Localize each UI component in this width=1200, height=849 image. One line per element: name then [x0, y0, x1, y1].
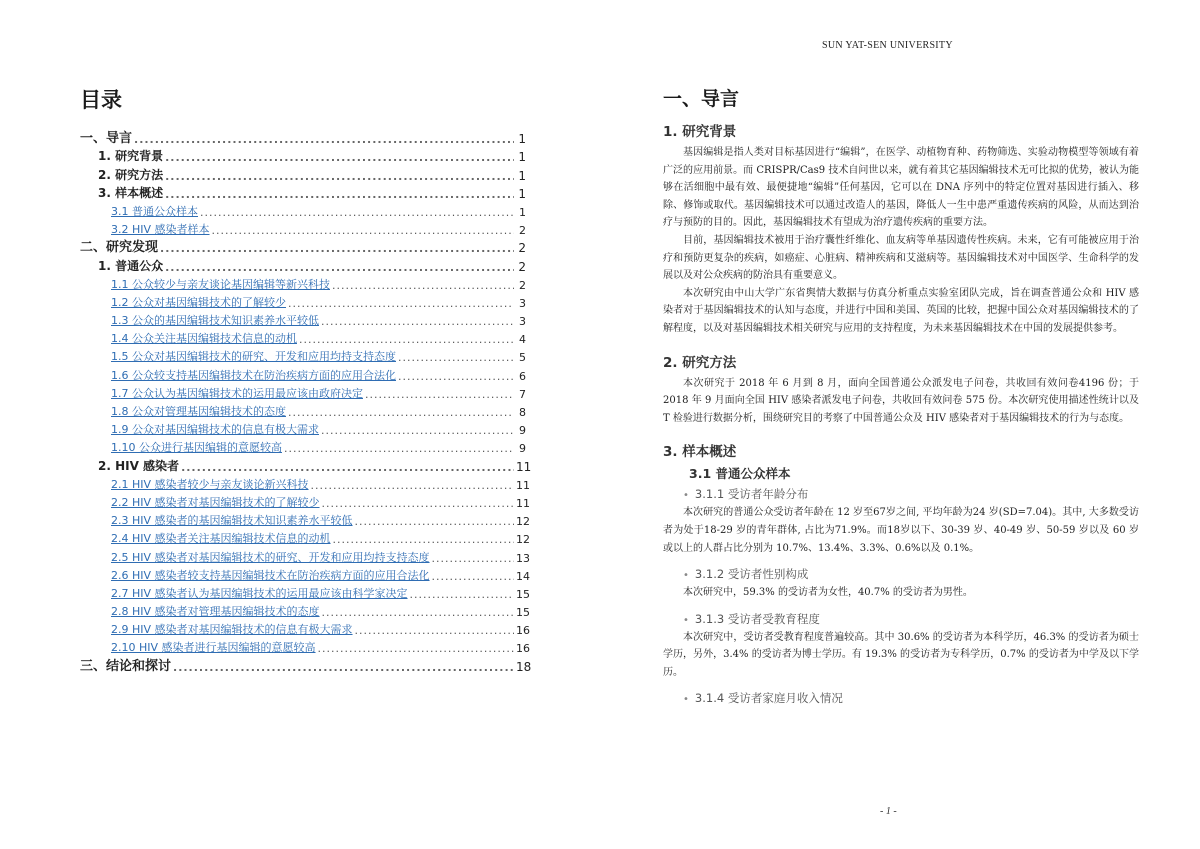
section-title-background: 1. 研究背景 — [663, 124, 737, 140]
paragraph: 本次研究的普通公众受访者年龄在 12 岁至67岁之间, 平均年龄为24 岁(SD=7.04)。其中, 大多数受访者为处于18-29 岁的青年群体, 占比为71.9%。而18岁以下、30-39 岁、40-49 岁、50-59 岁以及 60 岁或以上的人群占比分别为 10.7%、13.4%、3.3%、0.6%以及 0.1%。 — [663, 507, 1139, 554]
toc-link-label[interactable]: 2.6 HIV 感染者较支持基因编辑技术在防治疾病方面的应用合法化 — [111, 568, 430, 582]
toc-link-3-1[interactable] — [80, 201, 526, 219]
toc-entry-page: 3 — [519, 315, 526, 329]
toc-link-1-9[interactable] — [80, 419, 526, 437]
toc-link-1-5[interactable] — [80, 346, 526, 364]
page-number: - 1 - — [880, 806, 897, 817]
toc-entry-page: 7 — [519, 387, 526, 401]
toc-link-label[interactable]: 2.5 HIV 感染者对基因编辑技术的研究、开发和应用均持支持态度 — [111, 550, 430, 564]
toc-entry-2[interactable] — [80, 237, 526, 255]
subsubsection-title: • 3.1.2 受访者性别构成 — [683, 567, 809, 582]
toc-entry-label: 二、研究发现 — [80, 240, 159, 256]
toc-entry-page: 2 — [518, 241, 526, 256]
toc-entry-page: 1 — [518, 186, 526, 201]
toc-link-2-4[interactable] — [80, 528, 530, 547]
toc-entry-label: 1. 普通公众 — [98, 258, 164, 273]
toc-link-label[interactable]: 1.8 公众对管理基因编辑技术的态度 — [111, 405, 286, 418]
toc-entry-page: 15 — [516, 587, 530, 601]
toc-link-2-9[interactable] — [80, 619, 530, 638]
toc-link-1-4[interactable] — [80, 328, 526, 346]
toc-entry-label: 三、结论和探讨 — [80, 658, 172, 674]
toc-entry-2-1[interactable] — [80, 255, 526, 273]
toc-entry-label: 1. 研究背景 — [98, 149, 164, 164]
toc-entry-label: 2. 研究方法 — [98, 167, 164, 182]
toc-link-2-10[interactable] — [80, 637, 530, 656]
toc-entry-page: 2 — [518, 259, 526, 274]
toc-title: 目录 — [80, 88, 122, 112]
toc-link-1-2[interactable] — [80, 292, 526, 310]
toc-link-label[interactable]: 1.9 公众对基因编辑技术的信息有极大需求 — [111, 423, 319, 437]
toc-entry-page: 16 — [516, 642, 530, 656]
toc-entry-1[interactable] — [80, 128, 526, 146]
toc-entry-page: 2 — [519, 224, 526, 238]
toc-entry-page: 4 — [519, 333, 526, 347]
toc-link-2-7[interactable] — [80, 583, 530, 601]
toc-link-1-1[interactable] — [80, 274, 526, 292]
section-title-sample: 3. 样本概述 — [663, 444, 737, 461]
toc-link-label[interactable]: 1.6 公众较支持基因编辑技术在防治疾病方面的应用合法化 — [111, 368, 396, 382]
toc-entry-page: 14 — [516, 569, 530, 583]
university-header: SUN YAT-SEN UNIVERSITY — [822, 40, 953, 51]
toc-entry-page: 16 — [516, 624, 530, 638]
toc-link-1-7[interactable] — [80, 383, 526, 401]
document-body — [663, 84, 1139, 708]
toc-entry-page: 3 — [519, 296, 526, 310]
toc-link-1-3[interactable] — [80, 310, 526, 328]
toc-link-1-6[interactable] — [80, 364, 526, 382]
bullet-icon: • — [683, 614, 689, 626]
subsubsection-title: • 3.1.3 受访者受教育程度 — [683, 611, 820, 626]
toc-entry-3[interactable] — [80, 655, 532, 674]
toc-link-label[interactable]: 1.1 公众较少与亲友谈论基因编辑等新兴科技 — [111, 277, 330, 291]
toc-entry-label: 一、导言 — [80, 131, 133, 147]
toc-link-label[interactable]: 2.1 HIV 感染者较少与亲友谈论新兴科技 — [111, 477, 309, 491]
toc-link-label[interactable]: 3.2 HIV 感染者样本 — [111, 223, 210, 237]
toc-entry-page: 15 — [516, 606, 530, 620]
toc-link-label[interactable]: 2.2 HIV 感染者对基因编辑技术的了解较少 — [111, 495, 320, 509]
toc-entry-page: 9 — [519, 442, 526, 456]
toc-link-label[interactable]: 2.8 HIV 感染者对管理基因编辑技术的态度 — [111, 605, 320, 619]
toc-entry-page: 13 — [516, 551, 530, 565]
toc-link-1-10[interactable] — [80, 437, 526, 455]
toc-link-2-3[interactable] — [80, 510, 530, 529]
chapter-title: 一、导言 — [663, 88, 740, 110]
paragraph: 本次研究中，受访者受教育程度普遍较高。其中 30.6% 的受访者为本科学历，46.3% 的受访者为硕士学历，另外，3.4% 的受访者为博士学历。有 19.3% 的受访者为专科学历，0.7% 的受访者为中学及以下学历。 — [663, 631, 1139, 678]
toc-entry-1-1[interactable] — [80, 146, 526, 164]
toc-entry-page: 11 — [516, 496, 530, 510]
toc-entry-label: 3. 样本概述 — [98, 185, 164, 200]
subsubsection-title: • 3.1.4 受访者家庭月收入情况 — [683, 691, 843, 706]
toc-link-2-2[interactable] — [80, 492, 530, 510]
toc-entry-page: 1 — [518, 132, 526, 147]
paragraph: 基因编辑是指人类对目标基因进行“编辑”，在医学、动植物育种、药物筛选、实验动物模型等领域有着广泛的应用前景。而 CRISPR/Cas9 技术自问世以来，就有着其它基因编辑技术无可比拟的优势，被认为能够在活细胞中最有效、最便捷地“编辑”任何基因，它可以在 DNA 序列中的特定位置对基因进行插入、移除、修饰或取代。基因编辑技术可以通过改造人的基因，降低人一生中患严重遗传疾病的风险，从而达到治疗与预防的目的。因此，基因编辑技术有望成为治疗遗传疾病的重要方法。 — [663, 147, 1139, 229]
toc-entry-page: 9 — [519, 424, 526, 438]
toc-entry-page: 1 — [519, 205, 526, 219]
toc-entry-page: 1 — [518, 168, 526, 183]
toc-entry-label: 2. HIV 感染者 — [98, 458, 180, 473]
bullet-icon: • — [683, 490, 689, 502]
toc-entry-page: 11 — [516, 478, 530, 492]
toc-link-label[interactable]: 2.7 HIV 感染者认为基因编辑技术的运用最应该由科学家决定 — [111, 586, 408, 600]
toc-entry-page: 12 — [516, 515, 530, 529]
paragraph: 本次研究于 2018 年 6 月到 8 月，面向全国普通公众派发电子问卷，共收回有效问卷4196 份；于 2018 年 9 月面向全国 HIV 感染者派发电子问卷，共收回有效问卷 575 份。本次研究使用描述性统计以及 T 检验进行数据分析，围绕研究目的考察了中国普通公众及 HIV 感染者对于基因编辑技术的行为与态度。 — [663, 377, 1139, 424]
toc-link-label[interactable]: 1.10 公众进行基因编辑的意愿较高 — [111, 441, 282, 455]
toc-link-label[interactable]: 2.4 HIV 感染者关注基因编辑技术信息的动机 — [111, 532, 331, 546]
toc-link-2-5[interactable] — [80, 546, 530, 565]
toc-entry-1-3[interactable] — [80, 183, 526, 201]
bullet-icon: • — [683, 694, 689, 706]
toc-link-label[interactable]: 3.1 普通公众样本 — [111, 204, 198, 218]
toc-link-label[interactable]: 2.3 HIV 感染者的基因编辑技术知识素养水平较低 — [111, 514, 353, 528]
toc-entry-page: 6 — [519, 369, 526, 383]
toc-link-2-6[interactable] — [80, 565, 530, 583]
toc-entry-1-2[interactable] — [80, 164, 526, 182]
toc-entry-page: 5 — [519, 351, 526, 365]
toc-link-1-8[interactable] — [80, 401, 526, 419]
toc-entry-2-2[interactable] — [80, 455, 532, 474]
paragraph: 本次研究由中山大学广东省舆情大数据与仿真分析重点实验室团队完成，旨在调查普通公众和 HIV 感染者对于基因编辑技术的认知与态度，并进行中国和美国、英国的比较，把握中国公众对基因编辑技术的了解程度，以及对基因编辑技术相关研究与应用的支持程度，为未来基因编辑技术在中国的发展提供参考。 — [663, 287, 1139, 334]
paragraph: 本次研究中，59.3% 的受访者为女性，40.7% 的受访者为男性。 — [683, 587, 973, 599]
toc-entry-page: 1 — [518, 150, 526, 165]
section-title-method: 2. 研究方法 — [663, 354, 737, 371]
toc-entry-page: 12 — [516, 533, 530, 547]
bullet-icon: • — [683, 570, 689, 582]
toc-link-3-2[interactable] — [80, 219, 526, 237]
toc-entry-page: 2 — [519, 278, 526, 292]
toc-link-label[interactable]: 1.3 公众的基因编辑技术知识素养水平较低 — [111, 314, 319, 328]
subsubsection-title: • 3.1.1 受访者年龄分布 — [683, 487, 809, 502]
toc-link-label[interactable]: 1.7 公众认为基因编辑技术的运用最应该由政府决定 — [111, 386, 363, 400]
toc-link-label[interactable]: 1.2 公众对基因编辑技术的了解较少 — [111, 295, 286, 309]
paragraph: 目前，基因编辑技术被用于治疗囊性纤维化、血友病等单基因遗传性疾病。未来，它有可能被应用于治疗和预防更复杂的疾病，如癌症、心脏病、精神疾病和艾滋病等。基因编辑技术对中国医学、生命科学的发展以及对公众疾病的防治具有重要意义。 — [663, 234, 1139, 282]
toc-link-2-1[interactable] — [80, 474, 530, 492]
toc-link-label[interactable]: 1.4 公众关注基因编辑技术信息的动机 — [111, 332, 297, 346]
subsection-title: 3.1 普通公众样本 — [689, 466, 791, 482]
toc-link-2-8[interactable] — [80, 601, 530, 620]
toc-entry-page: 11 — [516, 459, 532, 474]
toc-link-label[interactable]: 1.5 公众对基因编辑技术的研究、开发和应用均持支持态度 — [111, 350, 396, 364]
toc-entry-page: 8 — [519, 406, 526, 419]
table-of-contents — [80, 84, 532, 674]
toc-link-label[interactable]: 2.9 HIV 感染者对基因编辑技术的信息有极大需求 — [111, 623, 353, 637]
toc-entry-page: 18 — [516, 659, 532, 674]
toc-link-label[interactable]: 2.10 HIV 感染者进行基因编辑的意愿较高 — [111, 641, 316, 655]
